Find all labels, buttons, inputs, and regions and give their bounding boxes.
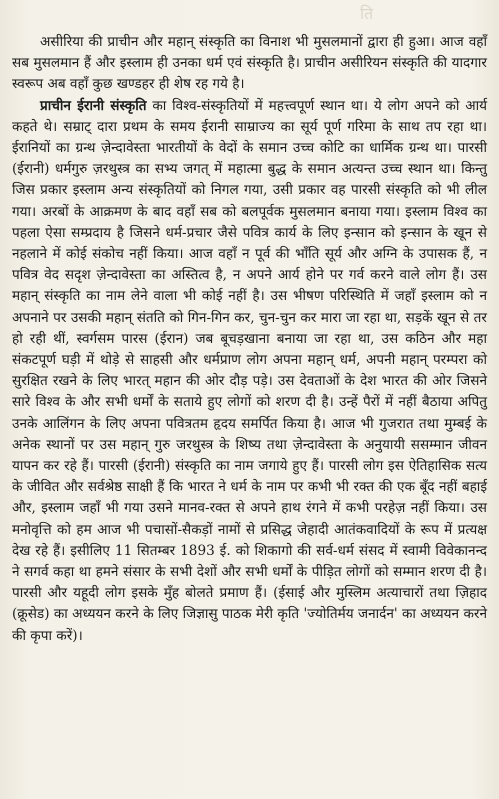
paragraph-iran xyxy=(12,96,487,647)
paragraph-iran-text: का विश्व-संस्कृतियों में महत्त्वपूर्ण स्थान था। ये लोग अपने को आर्य कहते थे। सम्राट् दारा प्रथम के समय ईरानी साम्राज्य का सूर्य पूर्ण गरिमा के साथ तप रहा था। ईरानियों का ग्रन्थ ज़ेन्दावेस्ता भारतीयों के वेदों के समान उच्च कोटि का धार्मिक ग्रन्थ था। पारसी (ईरानी) धर्मगुरु ज़रथुस्त्र का सभ्य जगत् में महात्मा बुद्ध के समान अत्यन्त उच्च स्थान था। किन्तु जिस प्रकार इस्लाम अन्य संस्कृतियों को निगल गया, उसी प्रकार वह पारसी संस्कृति को भी लील गया। अरबों के आक्रमण के बाद वहाँ सब को बलपूर्वक मुसलमान बनाया गया। इस्लाम विश्व का पहला ऐसा सम्प्रदाय है जिसने धर्म-प्रचार जैसे पवित्र कार्य के लिए इन्सान को इन्सान के खून से नहलाने में कोई संकोच नहीं किया। आज वहाँ न पूर्व की भाँति सूर्य और अग्नि के उपासक हैं, न पवित्र वेद सदृश ज़ेन्दावेस्ता का अस्तित्व है, न अपने आर्य होने पर गर्व करने वाले लोग हैं। उस महान् संस्कृति का नाम लेने वाला भी कोई नहीं है। उस भीषण परिस्थिति में जहाँ इस्लाम को न अपनाने पर उसकी महान् संतति को गिन-गिन कर, चुन-चुन कर मारा जा रहा था, सड़कें खून से तर हो रही थीं, स्वर्गसम पारस (ईरान) जब बूचड़खाना बनाया जा रहा था, उस कठिन और महा संकटपूर्ण घड़ी में थोड़े से साहसी और धर्मप्राण लोग अपना महान् धर्म, अपनी महान् परम्परा को सुरक्षित रखने के लिए भारत् महान की ओर दौड़ पड़े। उस देवताओं के देश भारत की ओर जिसने सारे विश्व के और सभी धर्मों के सताये हुए लोगों को शरण दी है। उन्हें पैरों में नहीं बैठाया अपितु उनके आलिंगन के लिए अपना पवित्रतम हृदय समर्पित किया है। आज भी गुजरात तथा मुम्बई के अनेक स्थानों पर उस महान् गुरु जरथुस्त्र के शिष्य तथा ज़ेन्दावेस्ता के अनुयायी ससम्मान जीवन यापन कर रहे हैं। पारसी (ईरानी) संस्कृति का नाम जगाये हुए हैं। पारसी लोग इस ऐतिहासिक सत्य के जीवित और सर्वश्रेष्ठ साक्षी हैं कि भारत ने धर्म के नाम पर कभी भी रक्त की एक बूँद नहीं बहाई और, इस्लाम जहाँ भी गया उसने मानव-रक्त से अपने हाथ रंगने में कभी परहेज़ नहीं किया। उस मनोवृत्ति को हम आज भी पचासों-सैकड़ों नामों से प्रसिद्ध जेहादी आतंकवादियों के रूप में प्रत्यक्ष देख रहे हैं। इसीलिए 11 सितम्बर 1893 ई. को शिकागो की सर्व-धर्म संसद में स्वामी विवेकानन्द ने सगर्व कहा था हमने संसार के सभी देशों और सभी धर्मों के पीड़ित लोगों को सम्मान शरण दी है। पारसी और यहूदी लोग इसके मुँह बोलते प्रमाण हैं। (ईसाई और मुस्लिम अत्याचारों तथा ज़िहाद (क्रूसेड) का अध्ययन करने के लिए जिज्ञासु पाठक मेरी कृति 'ज्योतिर्मय जनार्दन' का अध्ययन करने की कृपा करें)। xyxy=(12,97,487,644)
section-heading-ancient-iranian-culture: प्राचीन ईरानी संस्कृति xyxy=(40,97,147,114)
bleed-through-text: ति xyxy=(360,4,375,23)
paragraph-assyria-text: असीरिया की प्राचीन और महान् संस्कृति का विनाश भी मुसलमानों द्वारा ही हुआ। आज वहाँ सब मुसलमान हैं और इस्लाम ही उनका धर्म एवं संस्कृति है। प्राचीन असीरियन संस्कृति की यादगार स्वरूप अब वहाँ कुछ खण्डहर ही शेष रह गये है। xyxy=(12,34,487,93)
paragraph-assyria xyxy=(12,32,487,96)
